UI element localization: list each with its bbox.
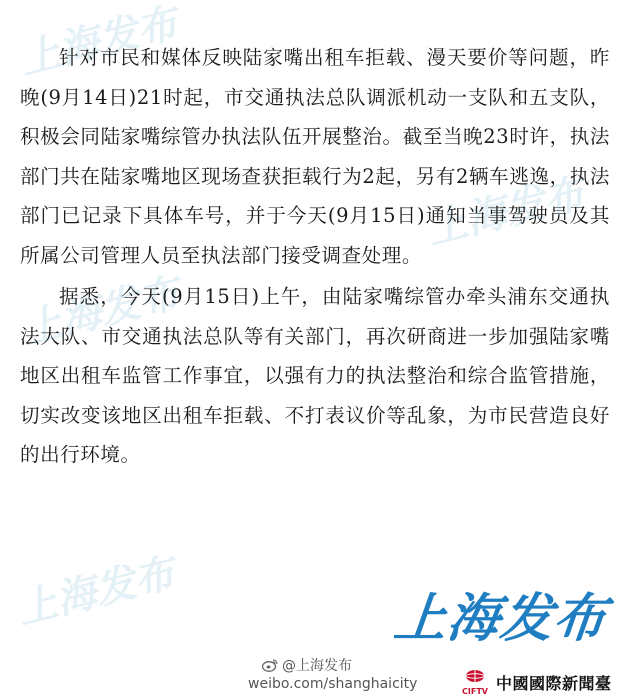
watermark-middle-left: 上海发布 <box>17 270 185 354</box>
broadcaster-abbr: CIFTV <box>462 687 488 696</box>
weibo-url: weibo.com/shanghaicity <box>248 676 418 692</box>
weibo-handle-line <box>262 655 352 675</box>
watermark-top-left: 上海发布 <box>15 0 183 84</box>
watermark-bottom-left: 上海发布 <box>12 550 180 634</box>
broadcaster-logo <box>458 668 492 696</box>
shanghai-release-logo: 上海发布 <box>391 589 610 649</box>
broadcaster-watermark <box>458 668 612 696</box>
article-paragraph-1: 针对市民和媒体反映陆家嘴出租车拒载、漫天要价等问题，昨晚(9月14日)21时起，市交通执法总队调派机动一支队和五支队，积极会同陆家嘴综管办执法队伍开展整治。截至当晚23时许，执法部门共在陆家嘴地区现场查获拒载行为2起，另有2辆车逃逸，执法部门已记录下具体车号，并于今天(9月15日)通知当事驾驶员及其所属公司管理人员至执法部门接受调查处理。 <box>20 46 610 267</box>
article-paragraph-2: 据悉，今天(9月15日)上午，由陆家嘴综管办牵头浦东交通执法大队、市交通执法总队等有关部门，再次研商进一步加强陆家嘴地区出租车监管工作事宜，以强有力的执法整治和综合监管措施，切实改变该地区出租车拒载、不打表议价等乱象，为市民营造良好的出行环境。 <box>20 285 610 466</box>
article-body <box>20 38 610 477</box>
broadcaster-name: 中國國際新聞臺 <box>496 673 612 693</box>
watermark-right: 上海发布 <box>422 170 590 254</box>
globe-icon <box>465 668 485 687</box>
weibo-icon <box>262 658 278 672</box>
weibo-handle: @上海发布 <box>282 658 352 674</box>
